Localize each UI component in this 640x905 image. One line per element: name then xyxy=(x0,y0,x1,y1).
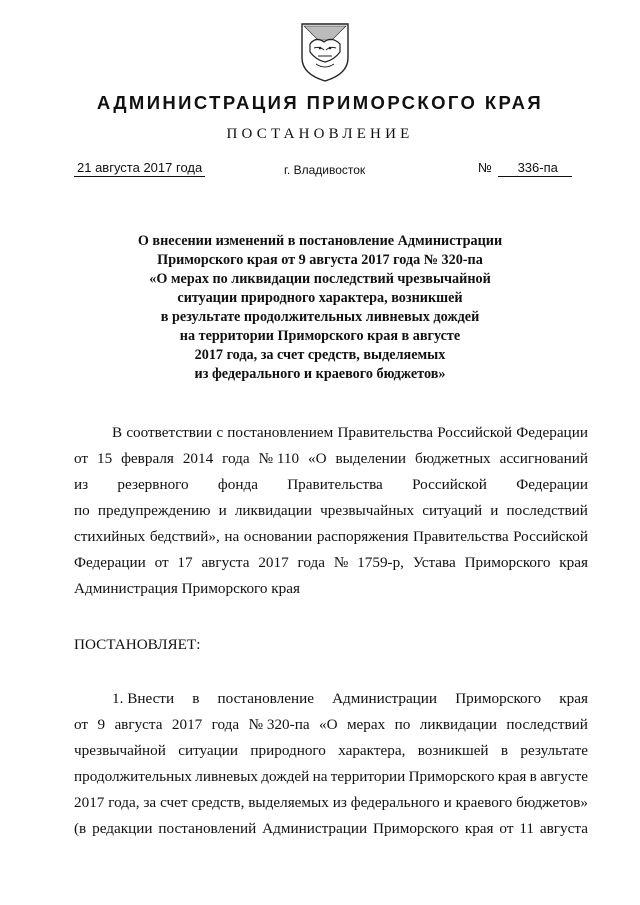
item-1-paragraph xyxy=(74,686,588,842)
text-line xyxy=(74,738,588,764)
word: чрезвычайных xyxy=(320,502,415,519)
word: Федерации xyxy=(516,424,588,441)
word: от xyxy=(74,716,89,733)
word: от xyxy=(74,450,89,467)
word: стихийных xyxy=(74,528,146,545)
word: бюджетных xyxy=(415,450,491,467)
text-line xyxy=(74,498,588,524)
word: краевого xyxy=(455,794,513,811)
word: августа xyxy=(114,716,163,733)
word: за xyxy=(143,794,157,811)
word: на xyxy=(224,528,240,545)
word: 15 xyxy=(96,450,113,467)
word: Российской xyxy=(513,528,588,545)
word: ликвидации xyxy=(234,502,313,519)
resolves-heading: ПОСТАНОВЛЯЕТ: xyxy=(74,636,201,653)
subject-line: в результате продолжительных ливневых дождей xyxy=(160,309,480,325)
word: в xyxy=(529,768,537,785)
word: Приморского xyxy=(408,768,495,785)
word: № xyxy=(333,554,349,571)
word: последствий xyxy=(506,502,588,519)
word: края xyxy=(464,820,494,837)
word: в xyxy=(192,690,200,707)
document-date: 21 августа 2017 года xyxy=(74,160,205,177)
word: края xyxy=(497,768,527,785)
subject-line: О внесении изменений в постановление Администрации xyxy=(137,233,503,249)
organization-title: АДМИНИСТРАЦИЯ ПРИМОРСКОГО КРАЯ xyxy=(96,92,544,113)
word: В xyxy=(112,424,123,441)
word: ситуации xyxy=(178,742,239,759)
word: возникшей xyxy=(417,742,489,759)
word: 1759-р, xyxy=(357,554,404,571)
word: чрезвычайной xyxy=(74,742,166,759)
text-line xyxy=(74,790,588,816)
word: бюджетов» xyxy=(516,794,588,811)
text-line xyxy=(74,550,588,576)
word: продолжительных xyxy=(74,768,193,785)
text-line xyxy=(74,686,588,712)
text-line xyxy=(74,472,588,498)
word: бедствий», xyxy=(149,528,220,545)
word: Администрации xyxy=(332,690,438,707)
coat-of-arms-icon xyxy=(296,18,354,84)
word: в xyxy=(500,742,509,759)
word: Приморского xyxy=(455,690,542,707)
word: ливневых xyxy=(195,768,258,785)
word: (в xyxy=(74,820,87,837)
word: распоряжения xyxy=(316,528,409,545)
word: фонда xyxy=(217,476,258,493)
word: Правительства xyxy=(337,424,434,441)
subject-line: из федерального и краевого бюджетов» xyxy=(194,366,446,382)
subject-line: 2017 года, за счет средств, выделяемых xyxy=(194,347,446,363)
word: августа xyxy=(539,820,588,837)
word: постановление xyxy=(217,690,314,707)
word: от xyxy=(154,554,169,571)
word: соответствии xyxy=(126,424,213,441)
emblem-shield-graphic xyxy=(296,18,354,84)
word: по xyxy=(74,502,90,519)
word: Администрации xyxy=(262,820,368,837)
word: 11 xyxy=(519,820,534,837)
document-type: ПОСТАНОВЛЕНИЕ xyxy=(226,126,414,142)
word: основании xyxy=(243,528,313,545)
word: года xyxy=(297,554,325,571)
word: «О xyxy=(308,450,327,467)
word: территории xyxy=(330,768,406,785)
word: последствий xyxy=(506,716,588,733)
word: с xyxy=(216,424,224,441)
word: из xyxy=(332,794,347,811)
text-line xyxy=(74,446,588,472)
word: Приморского xyxy=(464,554,551,571)
word: постановлений xyxy=(158,820,257,837)
word: и xyxy=(218,502,227,519)
text-line xyxy=(74,420,588,446)
subject-line: Приморского края от 9 августа 2017 года № 320-па xyxy=(157,252,483,268)
word: на xyxy=(312,768,328,785)
text-line: Администрация Приморского края xyxy=(74,580,300,597)
subject-line: ситуации природного характера, возникшей xyxy=(177,290,463,306)
word: от xyxy=(499,820,514,837)
word: ассигнований xyxy=(499,450,588,467)
word: и xyxy=(490,502,499,519)
word: августе xyxy=(540,768,588,785)
word: 2017 xyxy=(258,554,289,571)
word: редакции xyxy=(92,820,153,837)
word: 2017 xyxy=(74,794,105,811)
number-label: № xyxy=(478,160,492,175)
word: средств, xyxy=(191,794,245,811)
document-city: г. Владивосток xyxy=(284,163,366,177)
word: результате xyxy=(520,742,588,759)
word: года, xyxy=(108,794,140,811)
text-line xyxy=(74,712,588,738)
document-number-field xyxy=(478,160,572,177)
word: Приморского xyxy=(373,820,459,837)
word: августа xyxy=(201,554,250,571)
word: Российской xyxy=(437,424,513,441)
word: постановлением xyxy=(227,424,334,441)
word: 2014 xyxy=(182,450,214,467)
word: и xyxy=(443,794,452,811)
word: 2017 xyxy=(171,716,203,733)
word: № 110 xyxy=(258,450,300,467)
word: «О xyxy=(318,716,338,733)
word: предупреждению xyxy=(97,502,211,519)
word: выделении xyxy=(335,450,407,467)
word: выделяемых xyxy=(248,794,329,811)
document-subject xyxy=(0,232,640,384)
word: ситуаций xyxy=(422,502,483,519)
word: края xyxy=(559,690,588,707)
word: дождей xyxy=(261,768,310,785)
word: февраля xyxy=(121,450,174,467)
word: ликвидации xyxy=(419,716,498,733)
word: резервного xyxy=(117,476,189,493)
word: из xyxy=(74,476,89,493)
text-line xyxy=(74,524,588,550)
word: Правительства xyxy=(287,476,383,493)
word: Федерации xyxy=(74,554,146,571)
word: характера, xyxy=(338,742,406,759)
word: года xyxy=(222,450,250,467)
word: Правительства xyxy=(413,528,509,545)
word: по xyxy=(394,716,411,733)
word: Российской xyxy=(412,476,487,493)
word: 17 xyxy=(177,554,193,571)
subject-line: «О мерах по ликвидации последствий чрезвычайной xyxy=(149,271,491,287)
word: Устава xyxy=(412,554,456,571)
text-line xyxy=(74,764,588,790)
word: счет xyxy=(160,794,188,811)
subject-line: на территории Приморского края в августе xyxy=(179,328,461,344)
word: года xyxy=(211,716,240,733)
word: федерального xyxy=(350,794,440,811)
word: края xyxy=(559,554,588,571)
word: мерах xyxy=(346,716,386,733)
word: № 320-па xyxy=(248,716,310,733)
word: 9 xyxy=(97,716,106,733)
document-number: 336-па xyxy=(498,160,572,177)
preamble-paragraph xyxy=(74,420,588,602)
word: природного xyxy=(250,742,326,759)
text-line xyxy=(74,816,588,842)
word: Федерации xyxy=(516,476,588,493)
word: 1. Внести xyxy=(112,690,175,707)
